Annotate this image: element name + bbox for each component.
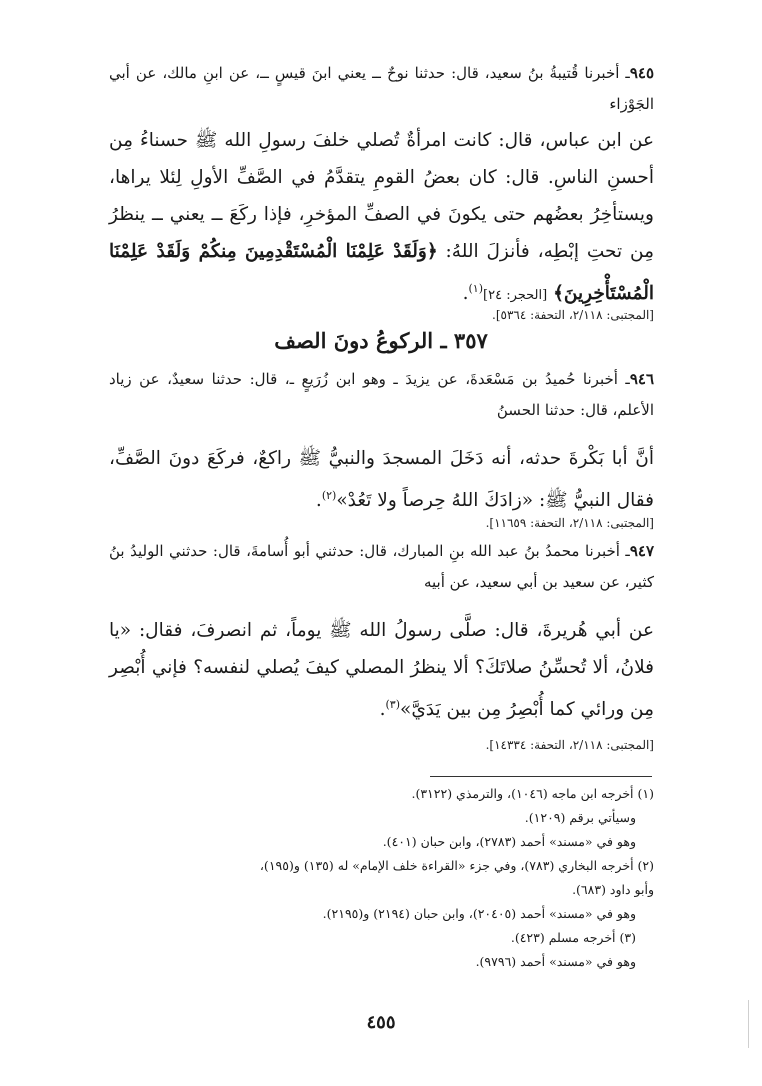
page-number: ٤٥٥: [366, 1012, 396, 1033]
scan-edge-divider: [748, 1000, 749, 1048]
hadith-947-matn: عن أبي هُريرةَ، قال: صلَّى رسولُ الله ﷺ يوماً، ثم انصرفَ، فقال: «يا فلانُ، ألا تُحسِّنُ صلاتَكَ؟ ألا ينظرُ المصلي كيفَ يُصلي لنفسه؟ فإني أُبْصِر مِن ورائي كما أُبْصِرُ مِن بين يَدَيَّ»$^{(٣)}$.: [109, 620, 654, 721]
hadith-947-reference: [المجتبى: ٢/١١٨، التحفة: ١٤٣٣٤].: [485, 738, 654, 752]
footnotes: [109, 782, 654, 974]
quran-verse: ﴿وَلَقَدْ عَلِمْنَا الْمُسْتَقْدِمِينَ مِنكُمْ وَلَقَدْ عَلِمْنَا الْمُسْتَأْخِرِينَ﴾: [109, 241, 654, 305]
footnote-line: وهو في «مسند» أحمد (٩٧٩٦).: [475, 954, 636, 969]
hadith-946-matn-text: أنَّ أبا بَكْرةَ حدثه، أنه دَخَلَ المسجدَ والنبيُّ ﷺ راكعٌ، فركَعَ دونَ الصَّفِّ، فقال النبيُّ ﷺ: «زادَكَ اللهُ حِرصاً ولا تَعُدْ»: [109, 448, 654, 512]
footnote-separator: [430, 776, 652, 777]
hadith-945-matn: عن ابن عباس، قال: كانت امرأةٌ تُصلي خلفَ رسولِ الله ﷺ حسناءُ مِن أحسنِ الناسِ. قال: كان بعضُ القومِ يتقدَّمُ في الصَّفِّ الأولِ لِئلا يراها، ويستأخِرُ بعضُهم حتى يكونَ في الصفِّ المؤخرِ، فإذا ركَعَ ــ يعني ــ ينظرُ مِن تحتِ إبْطِه، فأنزلَ اللهُ: ﴿وَلَقَدْ عَلِمْنَا الْمُسْتَقْدِمِينَ مِنكُمْ وَلَقَدْ عَلِمْنَا الْمُسْتَأْخِرِينَ﴾ [الحجر: ٢٤]$^{(١)}$.: [109, 130, 654, 305]
hadith-947-matn-text: عن أبي هُريرةَ، قال: صلَّى رسولُ الله ﷺ يوماً، ثم انصرفَ، فقال: «يا فلانُ، ألا تُحسِّنُ صلاتَكَ؟ ألا ينظرُ المصلي كيفَ يُصلي لنفسه؟ فإني أُبْصِر مِن ورائي كما أُبْصِرُ مِن بين يَدَيَّ»: [109, 620, 654, 721]
footnote-line: (٣) أخرجه مسلم (٤٢٣).: [510, 930, 636, 945]
hadith-947-isnad: [109, 536, 654, 598]
footnote-line: وأبو داود (٦٨٣).: [572, 882, 654, 897]
footnote-line: وهو في «مسند» أحمد (٢٠٤٠٥)، وابن حبان (٢١٩٤) و(٢١٩٥).: [322, 906, 636, 921]
hadith-946-isnad: [109, 364, 654, 426]
footnote-line: وسيأتي برقم (١٢٠٩).: [524, 810, 636, 825]
hadith-947-number: ٩٤٧: [629, 542, 654, 560]
hadith-946-matn: أنَّ أبا بَكْرةَ حدثه، أنه دَخَلَ المسجدَ والنبيُّ ﷺ راكعٌ، فركَعَ دونَ الصَّفِّ، فقال النبيُّ ﷺ: «زادَكَ اللهُ حِرصاً ولا تَعُدْ»$^{(٢)}$.: [109, 448, 654, 512]
hadith-945-number: ٩٤٥: [629, 64, 654, 82]
footnote-mark-1: (١): [468, 282, 484, 295]
quran-reference: [الحجر: ٢٤]: [483, 288, 548, 304]
hadith-945-isnad: [109, 58, 654, 120]
hadith-945-reference: [المجتبى: ٢/١١٨، التحفة: ٥٣٦٤].: [492, 308, 654, 322]
hadith-945-isnad-text: ـ أخبرنا قُتيبةُ بنُ سعيد، قال: حدثنا نوحٌ ــ يعني ابنَ قيسٍ ــ، عن ابنِ مالك، عن أبي الجَوْزاء: [109, 64, 654, 113]
hadith-946-isnad-text: ـ أخبرنا حُميدُ بن مَسْعَدةَ، عن يزيدَ ـ وهو ابن زُرَيعٍ ـ، قال: حدثنا سعيدٌ، عن زياد الأعلم، قال: حدثنا الحسنُ: [109, 370, 654, 419]
chapter-heading: ٣٥٧ ـ الركوعُ دونَ الصف: [274, 328, 488, 353]
hadith-946-number: ٩٤٦: [629, 370, 654, 388]
footnote-line: (٢) أخرجه البخاري (٧٨٣)، وفي جزء «القراءة خلف الإمام» له (١٣٥) و(١٩٥)،: [259, 858, 654, 873]
footnote-mark-2: (٢): [321, 489, 337, 502]
hadith-947-isnad-text: ـ أخبرنا محمدُ بنُ عبد الله بنِ المبارك، قال: حدثني أبو أُسامةَ، قال: حدثني الوليدُ بنُ كثير، عن سعيد بن أبي سعيد، عن أبيه: [109, 542, 654, 591]
hadith-945-matn-text: عن ابن عباس، قال: كانت امرأةٌ تُصلي خلفَ رسولِ الله ﷺ حسناءُ مِن أحسنِ الناسِ. قال: كان بعضُ القومِ يتقدَّمُ في الصَّفِّ الأولِ لِئلا يراها، ويستأخِرُ بعضُهم حتى يكونَ في الصفِّ المؤخرِ، فإذا ركَعَ ــ يعني ــ ينظرُ مِن تحتِ إبْطِه، فأنزلَ اللهُ:: [109, 130, 654, 262]
footnote-mark-3: (٣): [385, 698, 400, 711]
footnote-line: (١) أخرجه ابن ماجه (١٠٤٦)، والترمذي (٣١٢٢).: [411, 786, 654, 801]
footnote-line: وهو في «مسند» أحمد (٢٧٨٣)، وابن حبان (٤٠١).: [382, 834, 636, 849]
hadith-946-reference: [المجتبى: ٢/١١٨، التحفة: ١١٦٥٩].: [485, 516, 654, 530]
